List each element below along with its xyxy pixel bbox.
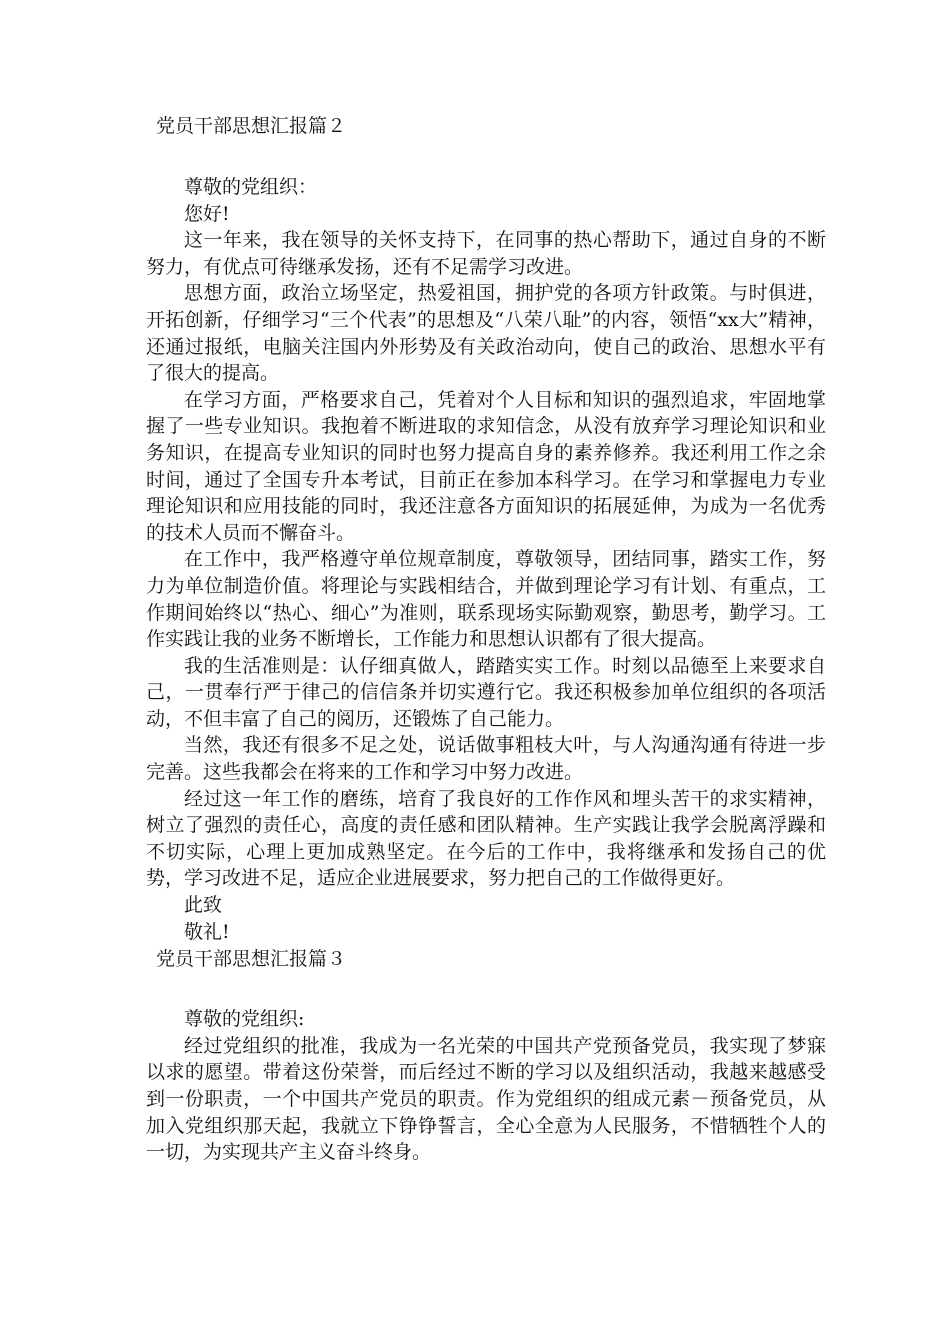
paragraph: 这一年来，我在领导的关怀支持下，在同事的热心帮助下，通过自身的不断努力，有优点可待继承发扬，还有不足需学习改进。 [146, 229, 826, 278]
salutation: 尊敬的党组织: [184, 1008, 305, 1031]
section-title: 党员干部思想汇报篇３ [156, 948, 347, 971]
closing-salute: 敬礼! [184, 920, 230, 943]
paragraph: 在学习方面，严格要求自己，凭着对个人目标和知识的强烈追求，牢固地掌握了一些专业知识。我抱着不断进取的求知信念，从没有放弃学习理论知识和业务知识，在提高专业知识的同时也努力提高自身的素养修养。我还利用工作之余时间，通过了全国专升本考试，目前正在参加本科学习。在学习和掌握电力专业理论知识和应用技能的同时，我还注意各方面知识的拓展延伸，为成为一名优秀的技术人员而不懈奋斗。 [146, 388, 826, 544]
paragraph: 我的生活准则是：认仔细真做人，踏踏实实工作。时刻以品德至上来要求自己，一贯奉行严于律己的信信条并切实遵行它。我还积极参加单位组织的各项活动，不但丰富了自己的阅历，还锻炼了自己能力。 [146, 654, 826, 730]
paragraph: 经过党组织的批准，我成为一名光荣的中国共产党预备党员，我实现了梦寐以求的愿望。带着这份荣誉，而后经过不断的学习以及组织活动，我越来越感受到一份职责，一个中国共产党员的职责。作为党组织的组成元素－预备党员，从加入党组织那天起，我就立下铮铮誓言，全心全意为人民服务，不惜牺牲个人的一切，为实现共产主义奋斗终身。 [146, 1034, 826, 1164]
document-page [146, 112, 826, 1166]
section-title: 党员干部思想汇报篇２ [156, 115, 347, 137]
salutation: 尊敬的党组织： [184, 176, 318, 198]
closing-line: 此致 [184, 894, 223, 917]
greeting: 您好! [184, 202, 230, 225]
paragraph: 在工作中，我严格遵守单位规章制度，尊敬领导，团结同事，踏实工作，努力为单位制造价值。将理论与实践相结合，并做到理论学习有计划、有重点，工作期间始终以“热心、细心”为准则，联系现场实际勤观察，勤思考，勤学习。工作实践让我的业务不断增长，工作能力和思想认识都有了很大提高。 [146, 548, 826, 651]
paragraph: 当然，我还有很多不足之处，说话做事粗枝大叶，与人沟通沟通有待进一步完善。这些我都会在将来的工作和学习中努力改进。 [146, 734, 826, 784]
paragraph: 经过这一年工作的磨练，培育了我良好的工作作风和埋头苦干的求实精神，树立了强烈的责任心，高度的责任感和团队精神。生产实践让我学会脱离浮躁和不切实际，心理上更加成熟坚定。在今后的工作中，我将继承和发扬自己的优势，学习改进不足，适应企业进展要求，努力把自己的工作做得更好。 [146, 787, 826, 890]
paragraph: 思想方面，政治立场坚定，热爱祖国，拥护党的各项方针政策。与时俱进，开拓创新，仔细学习“三个代表”的思想及“八荣八耻”的内容，领悟“xx大”精神，还通过报纸，电脑关注国内外形势及有关政治动向，使自己的政治、思想水平有了很大的提高。 [146, 282, 826, 385]
